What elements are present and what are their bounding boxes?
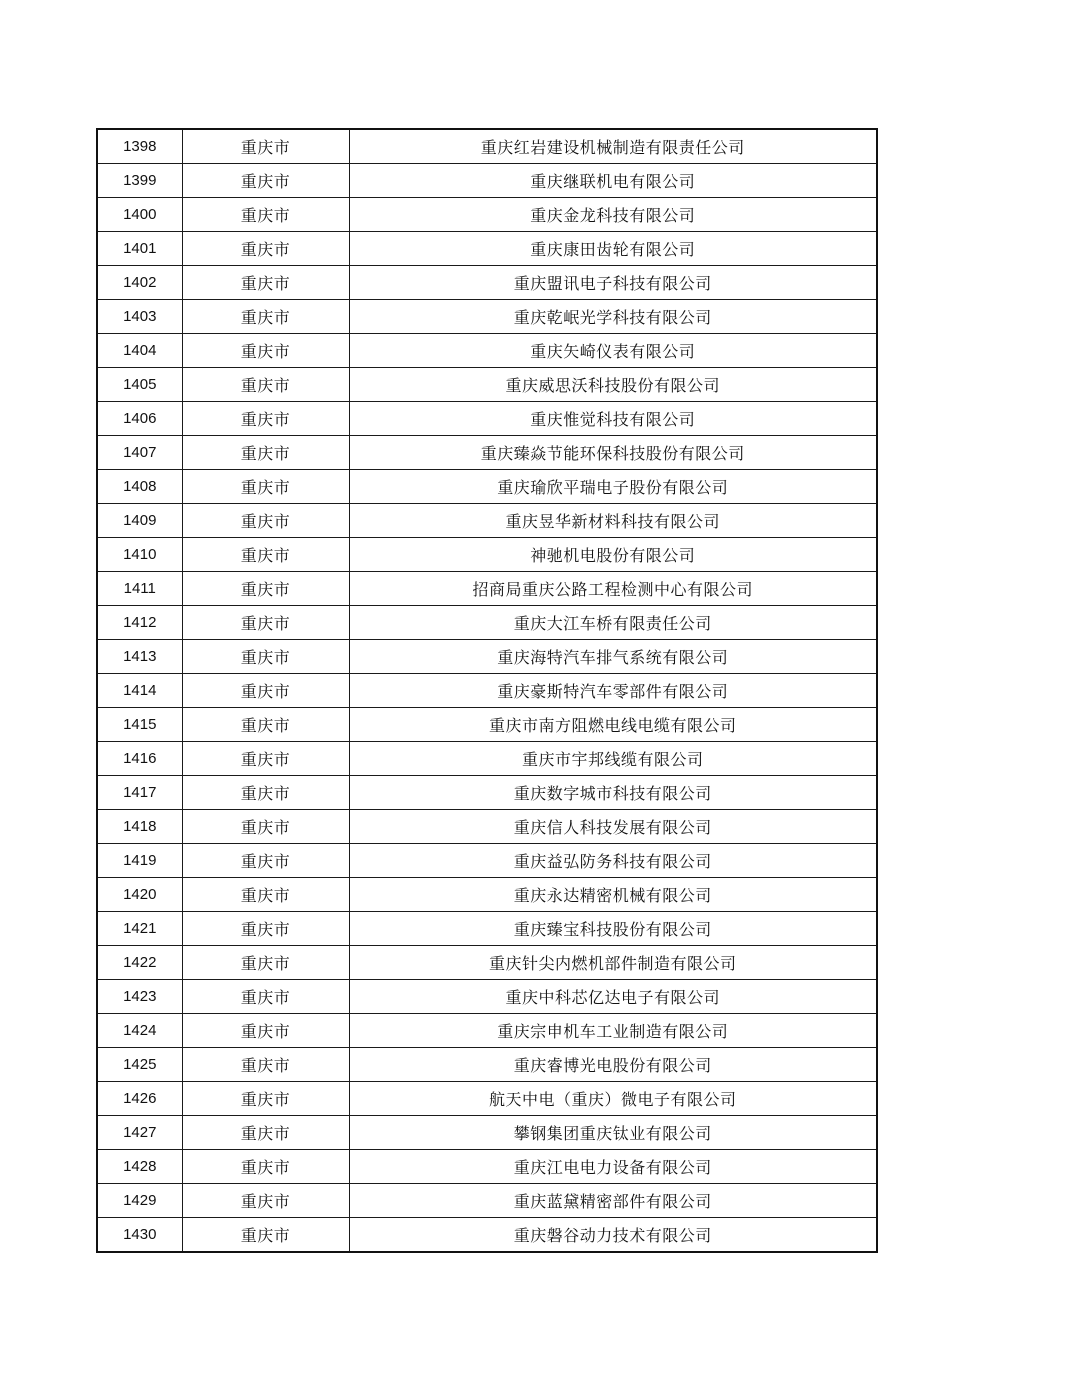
table-row bbox=[97, 708, 877, 742]
company-name-cell: 神驰机电股份有限公司 bbox=[349, 538, 877, 572]
table-row bbox=[97, 266, 877, 300]
city-cell: 重庆市 bbox=[182, 198, 349, 232]
city-cell: 重庆市 bbox=[182, 129, 349, 164]
table-row bbox=[97, 538, 877, 572]
company-name-cell: 重庆宗申机车工业制造有限公司 bbox=[349, 1014, 877, 1048]
company-name-cell: 重庆磐谷动力技术有限公司 bbox=[349, 1218, 877, 1253]
row-number: 1400 bbox=[97, 198, 182, 232]
row-number: 1416 bbox=[97, 742, 182, 776]
company-name-cell: 重庆益弘防务科技有限公司 bbox=[349, 844, 877, 878]
table-row bbox=[97, 334, 877, 368]
company-name-cell: 重庆永达精密机械有限公司 bbox=[349, 878, 877, 912]
row-number: 1418 bbox=[97, 810, 182, 844]
table-row bbox=[97, 980, 877, 1014]
table-row bbox=[97, 810, 877, 844]
row-number: 1406 bbox=[97, 402, 182, 436]
company-name-cell: 重庆康田齿轮有限公司 bbox=[349, 232, 877, 266]
city-cell: 重庆市 bbox=[182, 1150, 349, 1184]
row-number: 1399 bbox=[97, 164, 182, 198]
company-name-cell: 重庆威思沃科技股份有限公司 bbox=[349, 368, 877, 402]
table-row bbox=[97, 368, 877, 402]
company-name-cell: 重庆数字城市科技有限公司 bbox=[349, 776, 877, 810]
table-row bbox=[97, 1116, 877, 1150]
city-cell: 重庆市 bbox=[182, 1082, 349, 1116]
city-cell: 重庆市 bbox=[182, 1116, 349, 1150]
table-row bbox=[97, 674, 877, 708]
company-name-cell: 重庆继联机电有限公司 bbox=[349, 164, 877, 198]
city-cell: 重庆市 bbox=[182, 878, 349, 912]
row-number: 1423 bbox=[97, 980, 182, 1014]
company-name-cell: 重庆中科芯亿达电子有限公司 bbox=[349, 980, 877, 1014]
company-name-cell: 重庆矢崎仪表有限公司 bbox=[349, 334, 877, 368]
city-cell: 重庆市 bbox=[182, 606, 349, 640]
row-number: 1413 bbox=[97, 640, 182, 674]
company-name-cell: 重庆臻焱节能环保科技股份有限公司 bbox=[349, 436, 877, 470]
company-name-cell: 重庆睿博光电股份有限公司 bbox=[349, 1048, 877, 1082]
company-name-cell: 重庆瑜欣平瑞电子股份有限公司 bbox=[349, 470, 877, 504]
city-cell: 重庆市 bbox=[182, 232, 349, 266]
row-number: 1421 bbox=[97, 912, 182, 946]
table-row bbox=[97, 572, 877, 606]
company-name-cell: 重庆昱华新材料科技有限公司 bbox=[349, 504, 877, 538]
row-number: 1425 bbox=[97, 1048, 182, 1082]
row-number: 1420 bbox=[97, 878, 182, 912]
row-number: 1408 bbox=[97, 470, 182, 504]
row-number: 1414 bbox=[97, 674, 182, 708]
company-name-cell: 重庆豪斯特汽车零部件有限公司 bbox=[349, 674, 877, 708]
company-name-cell: 重庆盟讯电子科技有限公司 bbox=[349, 266, 877, 300]
city-cell: 重庆市 bbox=[182, 538, 349, 572]
row-number: 1428 bbox=[97, 1150, 182, 1184]
table-row bbox=[97, 844, 877, 878]
city-cell: 重庆市 bbox=[182, 1184, 349, 1218]
row-number: 1409 bbox=[97, 504, 182, 538]
row-number: 1404 bbox=[97, 334, 182, 368]
table-row bbox=[97, 504, 877, 538]
city-cell: 重庆市 bbox=[182, 708, 349, 742]
company-name-cell: 重庆蓝黛精密部件有限公司 bbox=[349, 1184, 877, 1218]
row-number: 1410 bbox=[97, 538, 182, 572]
table-row bbox=[97, 129, 877, 164]
company-name-cell: 重庆海特汽车排气系统有限公司 bbox=[349, 640, 877, 674]
table-row bbox=[97, 776, 877, 810]
row-number: 1415 bbox=[97, 708, 182, 742]
row-number: 1430 bbox=[97, 1218, 182, 1253]
table-row bbox=[97, 742, 877, 776]
company-name-cell: 重庆红岩建设机械制造有限责任公司 bbox=[349, 129, 877, 164]
city-cell: 重庆市 bbox=[182, 436, 349, 470]
city-cell: 重庆市 bbox=[182, 1048, 349, 1082]
city-cell: 重庆市 bbox=[182, 470, 349, 504]
company-name-cell: 重庆惟觉科技有限公司 bbox=[349, 402, 877, 436]
company-list-table bbox=[96, 128, 878, 1253]
table-row bbox=[97, 300, 877, 334]
table-row bbox=[97, 1218, 877, 1253]
city-cell: 重庆市 bbox=[182, 164, 349, 198]
company-name-cell: 重庆大江车桥有限责任公司 bbox=[349, 606, 877, 640]
row-number: 1417 bbox=[97, 776, 182, 810]
table-row bbox=[97, 1082, 877, 1116]
city-cell: 重庆市 bbox=[182, 980, 349, 1014]
row-number: 1411 bbox=[97, 572, 182, 606]
table-row bbox=[97, 912, 877, 946]
row-number: 1405 bbox=[97, 368, 182, 402]
city-cell: 重庆市 bbox=[182, 674, 349, 708]
row-number: 1427 bbox=[97, 1116, 182, 1150]
table-row bbox=[97, 402, 877, 436]
company-name-cell: 重庆乾岷光学科技有限公司 bbox=[349, 300, 877, 334]
company-name-cell: 航天中电（重庆）微电子有限公司 bbox=[349, 1082, 877, 1116]
company-name-cell: 招商局重庆公路工程检测中心有限公司 bbox=[349, 572, 877, 606]
table-row bbox=[97, 164, 877, 198]
company-name-cell: 攀钢集团重庆钛业有限公司 bbox=[349, 1116, 877, 1150]
company-name-cell: 重庆臻宝科技股份有限公司 bbox=[349, 912, 877, 946]
row-number: 1426 bbox=[97, 1082, 182, 1116]
table-row bbox=[97, 878, 877, 912]
city-cell: 重庆市 bbox=[182, 402, 349, 436]
table-row bbox=[97, 436, 877, 470]
company-name-cell: 重庆针尖内燃机部件制造有限公司 bbox=[349, 946, 877, 980]
row-number: 1412 bbox=[97, 606, 182, 640]
table-row bbox=[97, 470, 877, 504]
city-cell: 重庆市 bbox=[182, 368, 349, 402]
city-cell: 重庆市 bbox=[182, 810, 349, 844]
city-cell: 重庆市 bbox=[182, 776, 349, 810]
city-cell: 重庆市 bbox=[182, 946, 349, 980]
company-name-cell: 重庆市南方阻燃电线电缆有限公司 bbox=[349, 708, 877, 742]
row-number: 1419 bbox=[97, 844, 182, 878]
table-row bbox=[97, 1014, 877, 1048]
row-number: 1422 bbox=[97, 946, 182, 980]
city-cell: 重庆市 bbox=[182, 844, 349, 878]
city-cell: 重庆市 bbox=[182, 912, 349, 946]
row-number: 1403 bbox=[97, 300, 182, 334]
city-cell: 重庆市 bbox=[182, 1014, 349, 1048]
company-name-cell: 重庆信人科技发展有限公司 bbox=[349, 810, 877, 844]
row-number: 1424 bbox=[97, 1014, 182, 1048]
company-name-cell: 重庆市宇邦线缆有限公司 bbox=[349, 742, 877, 776]
table-row bbox=[97, 1184, 877, 1218]
table-row bbox=[97, 1150, 877, 1184]
city-cell: 重庆市 bbox=[182, 334, 349, 368]
company-list-body bbox=[97, 129, 877, 1252]
row-number: 1401 bbox=[97, 232, 182, 266]
table-row bbox=[97, 606, 877, 640]
company-name-cell: 重庆金龙科技有限公司 bbox=[349, 198, 877, 232]
table-row bbox=[97, 946, 877, 980]
city-cell: 重庆市 bbox=[182, 742, 349, 776]
city-cell: 重庆市 bbox=[182, 266, 349, 300]
table-row bbox=[97, 198, 877, 232]
table-row bbox=[97, 232, 877, 266]
row-number: 1407 bbox=[97, 436, 182, 470]
company-name-cell: 重庆江电电力设备有限公司 bbox=[349, 1150, 877, 1184]
city-cell: 重庆市 bbox=[182, 504, 349, 538]
table-row bbox=[97, 1048, 877, 1082]
city-cell: 重庆市 bbox=[182, 300, 349, 334]
city-cell: 重庆市 bbox=[182, 572, 349, 606]
city-cell: 重庆市 bbox=[182, 1218, 349, 1253]
city-cell: 重庆市 bbox=[182, 640, 349, 674]
table-row bbox=[97, 640, 877, 674]
row-number: 1429 bbox=[97, 1184, 182, 1218]
row-number: 1398 bbox=[97, 129, 182, 164]
row-number: 1402 bbox=[97, 266, 182, 300]
